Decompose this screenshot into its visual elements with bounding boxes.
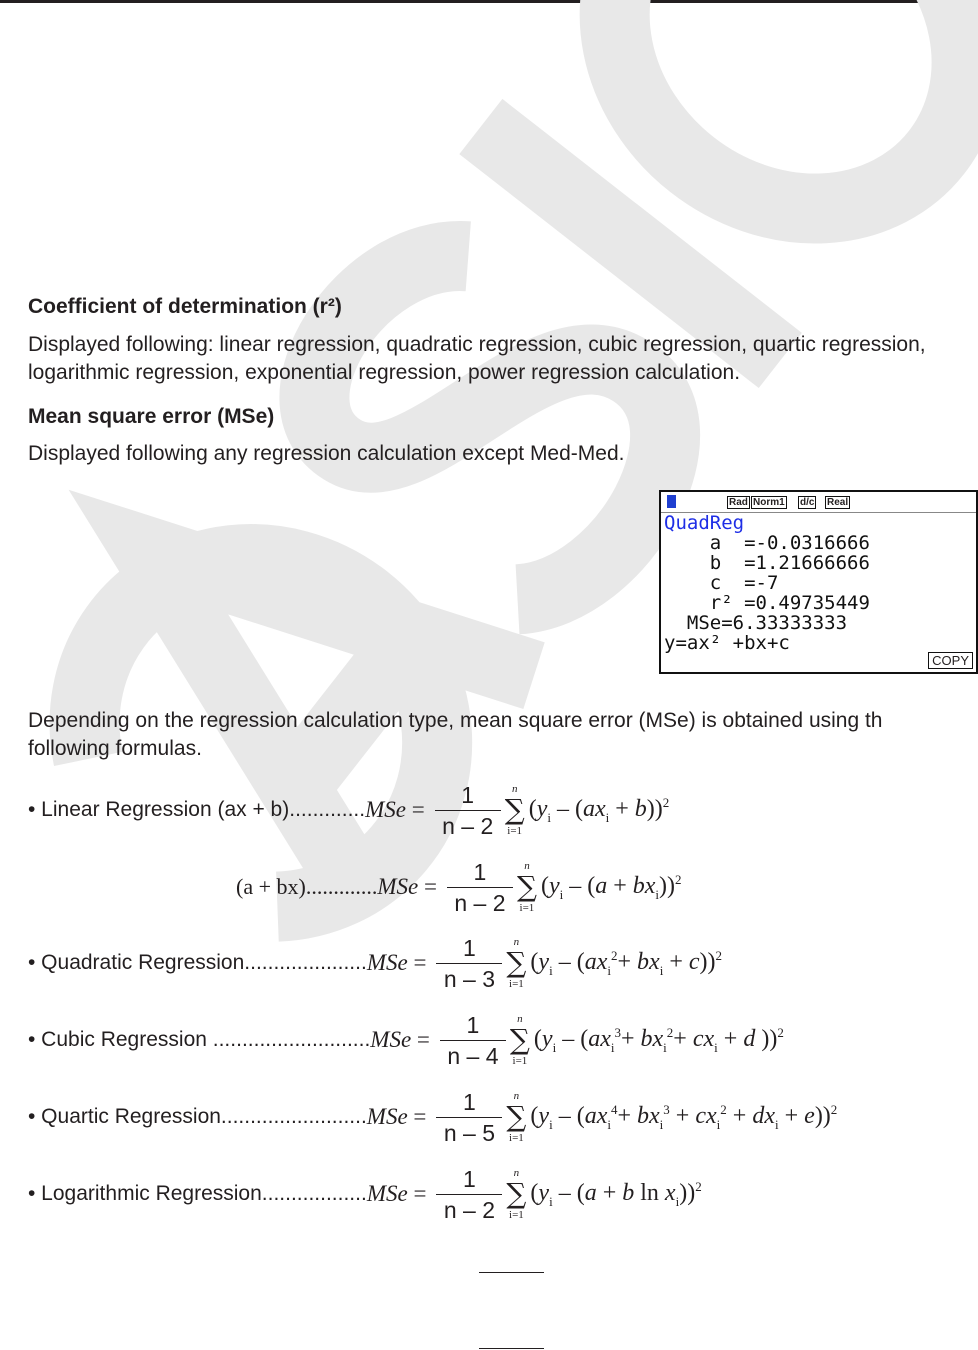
fraction-rule — [479, 1348, 544, 1349]
denominator: n – 3 — [443, 965, 495, 992]
expression-term: + — [617, 948, 638, 975]
expression-term: 2 — [720, 1101, 727, 1117]
expression-term: y — [548, 872, 560, 899]
expression-term: + — [726, 1102, 753, 1129]
expression-term: x — [664, 1179, 676, 1206]
expression-term: i — [774, 1116, 779, 1132]
denominator: n – 5 — [443, 1119, 495, 1146]
formula-label: • Cubic Regression ........................... — [28, 1028, 371, 1051]
expression-term: y — [538, 1102, 550, 1129]
expression-term: i — [663, 1039, 667, 1055]
formula-expression — [534, 1025, 784, 1056]
expression-term: + — [669, 1102, 696, 1129]
expression-term: a — [584, 1179, 597, 1206]
mse-lhs — [370, 1027, 430, 1053]
summation — [510, 1013, 530, 1067]
mse-symbol: MSe — [370, 1027, 412, 1052]
expression-term: ( — [530, 1102, 539, 1129]
expression-term: bx — [640, 1025, 664, 1052]
expression-term: + — [778, 1102, 805, 1129]
mse-symbol: MSe — [377, 874, 419, 899]
fraction — [436, 1087, 502, 1148]
expression-term: i — [607, 962, 611, 978]
mse-symbol: MSe — [366, 950, 408, 975]
expression-term: c — [688, 948, 700, 975]
sum-lower: i=1 — [509, 978, 524, 990]
expression-term: )) — [699, 948, 716, 975]
fraction — [435, 780, 501, 841]
expression-term: y — [538, 1179, 550, 1206]
expression-term: )) — [814, 1102, 831, 1129]
fraction — [436, 1164, 502, 1225]
expression-term: 2 — [675, 871, 682, 887]
sum-upper: n — [513, 936, 520, 948]
expression-term: b — [634, 795, 647, 822]
formula-row — [28, 1008, 784, 1072]
fraction — [436, 933, 502, 994]
expression-term: e — [804, 1102, 815, 1129]
paragraph-mse: Displayed following any regression calculation except Med-Med. — [28, 442, 625, 465]
expression-term: ( — [533, 1025, 542, 1052]
expression-term: 2 — [610, 947, 618, 963]
expression-term: bx — [637, 1102, 660, 1129]
summation — [505, 783, 525, 837]
status-angle: Rad — [729, 497, 748, 508]
sum-lower: i=1 — [512, 1055, 528, 1067]
formula-label: • Quadratic Regression..................... — [28, 951, 367, 974]
fraction-rule — [479, 1272, 544, 1273]
denominator: n – 2 — [442, 812, 494, 839]
expression-term: 2 — [662, 794, 670, 810]
formula-row — [236, 855, 682, 919]
expression-term: ln — [634, 1179, 665, 1206]
summation — [506, 1167, 526, 1221]
expression-term: + — [717, 1025, 744, 1052]
expression-term: ( — [530, 948, 539, 975]
result-a: a =-0.0316666 — [664, 532, 870, 554]
formula-label: (a + bx)............. — [236, 874, 378, 899]
expression-term: dx — [752, 1102, 775, 1129]
expression-term: 2 — [777, 1024, 784, 1040]
expression-term: + — [663, 948, 689, 975]
denominator: n – 4 — [447, 1042, 499, 1069]
calculator-screen — [659, 490, 978, 674]
equals-sign: = — [407, 1181, 427, 1206]
equals-sign: = — [405, 797, 425, 822]
expression-term: 2 — [715, 947, 722, 963]
expression-term: bx — [637, 948, 660, 975]
expression-term: d — [743, 1025, 756, 1052]
status-bar — [661, 492, 976, 513]
expression-term: + — [617, 1102, 638, 1129]
expression-term: )) — [659, 872, 676, 899]
expression-term: i — [655, 886, 660, 902]
status-fraction: d/c — [800, 497, 815, 508]
expression-term: + — [609, 795, 635, 822]
equals-sign: = — [411, 1027, 430, 1052]
summation — [506, 936, 526, 990]
sigma-icon: ∑ — [506, 1177, 527, 1210]
expression-term: ( — [530, 1179, 539, 1206]
mse-lhs — [367, 1104, 427, 1130]
expression-term: i — [659, 962, 664, 978]
expression-term: bx — [632, 872, 656, 899]
formula-row — [28, 1085, 837, 1149]
sigma-icon: ∑ — [504, 793, 525, 826]
expression-term: i — [716, 1116, 721, 1132]
sum-upper: n — [513, 1167, 520, 1179]
summation — [517, 860, 537, 914]
numerator: 1 — [466, 1011, 480, 1038]
expression-term: ax — [588, 1025, 611, 1052]
formula-row — [28, 931, 722, 995]
mse-lhs — [367, 1181, 427, 1207]
expression-term: + — [607, 872, 633, 899]
expression-term: i — [552, 1039, 557, 1055]
mse-symbol: MSe — [365, 797, 406, 822]
equals-sign: = — [407, 950, 427, 975]
numerator: 1 — [473, 858, 487, 885]
paragraph-intro: Depending on the regression calculation type, mean square error (MSe) is obtained using th following formulas. — [28, 709, 883, 760]
sum-upper: n — [524, 860, 530, 872]
expression-term: – ( — [556, 1025, 589, 1052]
expression-term: y — [536, 795, 548, 822]
numerator: 1 — [463, 934, 476, 961]
expression-term: )) — [646, 795, 663, 822]
result-r2: r² =0.49735449 — [664, 592, 870, 614]
heading-mse: Mean square error (MSe) — [28, 405, 275, 428]
expression-term: y — [538, 948, 550, 975]
expression-term: + — [596, 1179, 623, 1206]
sum-lower: i=1 — [507, 825, 523, 837]
expression-term: b — [622, 1179, 635, 1206]
expression-term: i — [659, 1116, 664, 1132]
result-equation: y=ax² +bx+c — [664, 632, 790, 654]
expression-term: 2 — [666, 1024, 674, 1040]
fraction — [447, 857, 513, 918]
numerator: 1 — [463, 1088, 476, 1115]
expression-term: i — [549, 1116, 553, 1132]
denominator: n – 2 — [443, 1196, 495, 1223]
expression-term: a — [595, 872, 608, 899]
mse-symbol: MSe — [366, 1104, 408, 1129]
result-title: QuadReg — [664, 512, 745, 534]
expression-term: i — [610, 1039, 615, 1055]
expression-term: i — [559, 886, 564, 902]
sum-upper: n — [511, 783, 518, 795]
expression-term: )) — [679, 1179, 696, 1206]
result-mse: MSe=6.33333333 — [664, 612, 848, 634]
numerator: 1 — [463, 1165, 476, 1192]
sigma-icon: ∑ — [509, 1023, 530, 1056]
expression-term: i — [549, 962, 553, 978]
expression-term: i — [549, 1193, 553, 1209]
mse-lhs — [377, 874, 437, 900]
expression-term: ( — [540, 872, 549, 899]
sum-upper: n — [517, 1013, 523, 1025]
expression-term: – ( — [552, 1102, 585, 1129]
expression-term: 3 — [663, 1101, 670, 1117]
expression-term: cx — [695, 1102, 717, 1129]
formula-label: • Quartic Regression......................... — [28, 1105, 367, 1128]
expression-term: 2 — [830, 1101, 838, 1117]
expression-term: ax — [584, 1102, 608, 1129]
expression-term: + — [673, 1025, 693, 1052]
expression-term: cx — [692, 1025, 715, 1052]
expression-term: i — [605, 809, 610, 825]
fraction — [440, 1010, 506, 1071]
sum-lower: i=1 — [509, 1132, 524, 1144]
result-lines — [661, 513, 976, 653]
expression-term: – ( — [550, 795, 583, 822]
equals-sign: = — [418, 874, 437, 899]
expression-term: ax — [582, 795, 606, 822]
expression-term: i — [675, 1193, 680, 1209]
denominator: n – 2 — [454, 889, 506, 916]
battery-icon — [667, 495, 676, 508]
formula-row — [28, 778, 669, 842]
expression-term: 4 — [610, 1101, 618, 1117]
sum-lower: i=1 — [509, 1209, 524, 1221]
copy-button[interactable]: COPY — [928, 652, 973, 669]
status-display: Norm1 — [753, 497, 785, 508]
expression-term: + — [620, 1025, 641, 1052]
result-b: b =1.21666666 — [664, 552, 870, 574]
formula-expression — [530, 1102, 837, 1133]
formula-label: • Logarithmic Regression.................. — [28, 1182, 367, 1205]
sigma-icon: ∑ — [506, 946, 527, 979]
sigma-icon: ∑ — [516, 870, 537, 903]
result-c: c =-7 — [664, 572, 779, 594]
expression-term: i — [607, 1116, 611, 1132]
expression-term: ( — [528, 795, 537, 822]
formula-expression — [530, 948, 722, 979]
formula-expression — [541, 872, 682, 903]
paragraph-r2: Displayed following: linear regression, quadratic regression, cubic regression, quartic regression, logarithmic regression, exponential regression, power regression calculation. — [28, 333, 926, 384]
expression-term: i — [714, 1039, 718, 1055]
expression-term: 3 — [614, 1024, 621, 1040]
mse-lhs — [365, 797, 425, 823]
expression-term: – ( — [552, 948, 585, 975]
formula-expression — [529, 795, 670, 826]
expression-term: ax — [584, 948, 608, 975]
mse-symbol: MSe — [366, 1181, 408, 1206]
expression-term: – ( — [563, 872, 596, 899]
formula-row — [28, 1162, 702, 1226]
expression-term: – ( — [552, 1179, 585, 1206]
summation — [506, 1090, 526, 1144]
sum-lower: i=1 — [519, 902, 535, 914]
sigma-icon: ∑ — [506, 1100, 527, 1133]
expression-term: i — [547, 809, 551, 825]
mse-lhs — [367, 950, 427, 976]
equals-sign: = — [407, 1104, 427, 1129]
numerator: 1 — [461, 781, 475, 808]
heading-r2: Coefficient of determination (r²) — [28, 295, 342, 318]
expression-term: 2 — [695, 1178, 702, 1194]
expression-term: y — [541, 1025, 553, 1052]
status-complex: Real — [827, 497, 849, 508]
expression-term: )) — [755, 1025, 778, 1052]
sum-upper: n — [513, 1090, 520, 1102]
formula-expression — [530, 1179, 701, 1210]
formula-label: • Linear Regression (ax + b)............. — [28, 798, 366, 821]
